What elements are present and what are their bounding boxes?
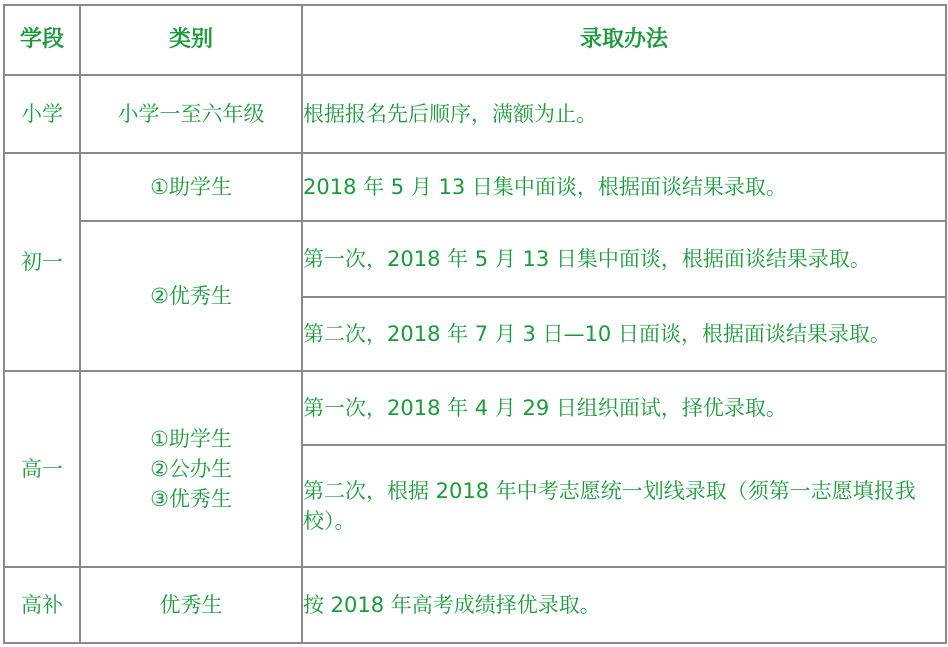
method-senior-2: 第二次，根据 2018 年中考志愿统一划线录取（须第一志愿填报我校）。	[302, 445, 946, 567]
method-junior-excellent-2: 第二次，2018 年 7 月 3 日—10 日面谈，根据面谈结果录取。	[302, 297, 946, 371]
table-row	[4, 221, 946, 297]
method-primary: 根据报名先后顺序，满额为止。	[302, 75, 946, 153]
method-supplement: 按 2018 年高考成绩择优录取。	[302, 567, 946, 643]
table-row	[4, 371, 946, 445]
stage-junior: 初一	[4, 153, 80, 371]
admission-table	[3, 4, 947, 644]
category-senior	[80, 371, 302, 567]
method-junior-aid: 2018 年 5 月 13 日集中面谈，根据面谈结果录取。	[302, 153, 946, 221]
table-row	[4, 153, 946, 221]
category-senior-aid: ①助学生	[150, 427, 232, 451]
category-primary: 小学一至六年级	[80, 75, 302, 153]
header-stage: 学段	[4, 5, 80, 75]
category-junior-excellent: ②优秀生	[80, 221, 302, 371]
header-row	[4, 5, 946, 75]
method-senior-1: 第一次，2018 年 4 月 29 日组织面试，择优录取。	[302, 371, 946, 445]
stage-supplement: 高补	[4, 567, 80, 643]
category-junior-aid: ①助学生	[80, 153, 302, 221]
stage-senior: 高一	[4, 371, 80, 567]
header-method: 录取办法	[302, 5, 946, 75]
table-row	[4, 567, 946, 643]
table-row	[4, 75, 946, 153]
stage-primary: 小学	[4, 75, 80, 153]
category-senior-public: ②公办生	[150, 457, 232, 481]
category-supplement: 优秀生	[80, 567, 302, 643]
header-category: 类别	[80, 5, 302, 75]
method-junior-excellent-1: 第一次，2018 年 5 月 13 日集中面谈，根据面谈结果录取。	[302, 221, 946, 297]
category-senior-excellent: ③优秀生	[150, 487, 232, 511]
